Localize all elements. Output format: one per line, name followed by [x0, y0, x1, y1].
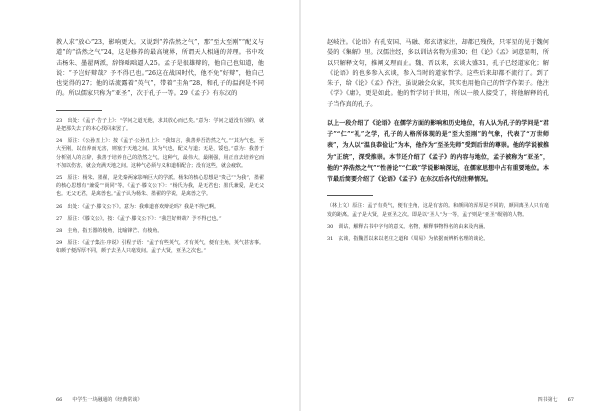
- footnote: 23 出处：《孟子·告子上》：“学问之道无他，求其放心而已矣。”意为：学问之道没有别的，就是把那失去了的本心找回来罢了。: [56, 117, 264, 132]
- page-folio: 66 中学生一块融通的《经典常谈》: [56, 397, 143, 403]
- left-column: [56, 38, 264, 260]
- footnote: （林上文）原注：孟子有英气，便有圭角，这是有害的。和颜回的浑厚是不同的，颜回离圣人只有毫发的距离。孟子是大贤，是亚圣之次。即是以“圣人”为一等，孟子则是“亚圣”级别的人物。: [327, 203, 549, 218]
- right-column: [327, 38, 549, 247]
- footnote: 25 原注：杨朱、墨翟，是先秦两家影响巨大的学派。杨朱的核心思想是“贵己”“为我”，墨翟的核心思想有“兼爱”“尚同”等。《孟子·滕文公下》：“杨氏为我，是无君也；墨氏兼爱，是无父也。无父无君，是禽兽也。”孟子认为杨朱、墨翟的学说，是禽兽之学。: [56, 175, 264, 198]
- left-body-text: 教人求“放心”23，影响更大。又说到“养浩然之气”，那“至大至刚”“配义与道”的“浩然之气”24，这是修养的最高境界，所谓天人相通的菩理。书中攻击杨朱、墨翟两派，辞锋咄咄逼人25。孟子是很雄辩的，他自己也知道，他说：“予岂好辩哉？予不得已也。”26这在战国时代，他不免“好辩”，他自己也觉得的27；他的话流露着“英气”，带着“圭角”28，和孔子的温润是不同的。所以儒家只称为“亚圣”，次于孔子一等。29《孟子》有东汉的: [56, 39, 264, 98]
- left-page: [0, 0, 299, 411]
- footnote: 30 训诂，解释古书中字句的意义。名物，解释事物得名的由来及内涵。: [327, 223, 489, 230]
- footnote: 31 玄谈，指魏晋以来以老庄之道和《周易》为依据而辨析名理的谈论。: [327, 235, 489, 242]
- section-summary: 以上一段介绍了《论语》在儒学方面的影响和历史地位，有人认为孔子的学问是“君子”“仁”“礼”之学，孔子的人格所体现的是“至大至刚”的气象，代表了“万世师表”，为人以“温良恭俭让”为本，他作为“至圣先师”受到后世的尊崇。他的学说被推为“正统”，深受推崇。本节还介绍了《孟子》的内容与地位，孟子被称为“亚圣”，他的“养浩然之气”“性善论”“仁政”学说影响深远，在儒家思想中占有重要地位。本节最后简要介绍了《论语》《孟子》在东汉后各代的注释情况。: [327, 120, 549, 184]
- footnote-divider: [327, 195, 373, 196]
- footnote: 24 原注：《公孙丑上》：按《孟子·公孙丑上》：“我知言，我善养吾浩然之气。”“其为气也，至大至刚，以直养而无害，则塞于天地之间。其为气也，配义与道；无是，馁也。”意为：我善于分析别人的言辞，我善于培养自己的浩然之气。这种气，最伟大，最刚强，用正直去培养它而不加以伤害，就会充满天地之间。这种气必须与义和道相配合；没有这些，就会疲软。: [56, 138, 264, 169]
- right-body-text: 赵岐注。《论语》有孔安国、马融、郑玄诸家注，却都已残佚，只零星的见于魏何晏的《集解》里。汉儒注经，多以训诂名物为重30；但《论》《孟》词意显明，所以只解释文句，推阐义理而止。魏、晋以来，玄谈大盛31，孔子已经道家化；解《论语》的也多参入玄谈，参入当时的道家哲学。这些后来却都不流行了。到了朱子，给《论》《孟》作注，虽说融会众家，其实也用他自己的哲学作架子。他注《学》《庸》，更是如此。他的哲学切于世用，所以一般人接受了，将他解释的孔子当作真的孔子。: [327, 39, 549, 108]
- page-folio: 四书第七 67: [537, 397, 574, 403]
- footnote: 29 原注：《孟子集注·序说》引程子语：“孟子有些英气，才有英气，便有圭角，英气甚害事。如颜子便浑厚不同，颜子去圣人只毫发间。孟子大贤，亚圣之次也。”: [56, 240, 265, 255]
- footnote: 27 原注：《滕文公》。按：《孟子·滕文公下》：“我岂好辩哉？予不得已也。”: [56, 215, 222, 222]
- right-page: [301, 0, 600, 411]
- footnote: 26 出处：《孟子·滕文公下》。意为：我难道喜欢辩论吗？我是不得已啊。: [56, 203, 219, 210]
- footnote-divider: [56, 110, 102, 111]
- footnote: 28 圭角，指玉器的棱角，比喻锋芒、有棱角。: [56, 228, 163, 235]
